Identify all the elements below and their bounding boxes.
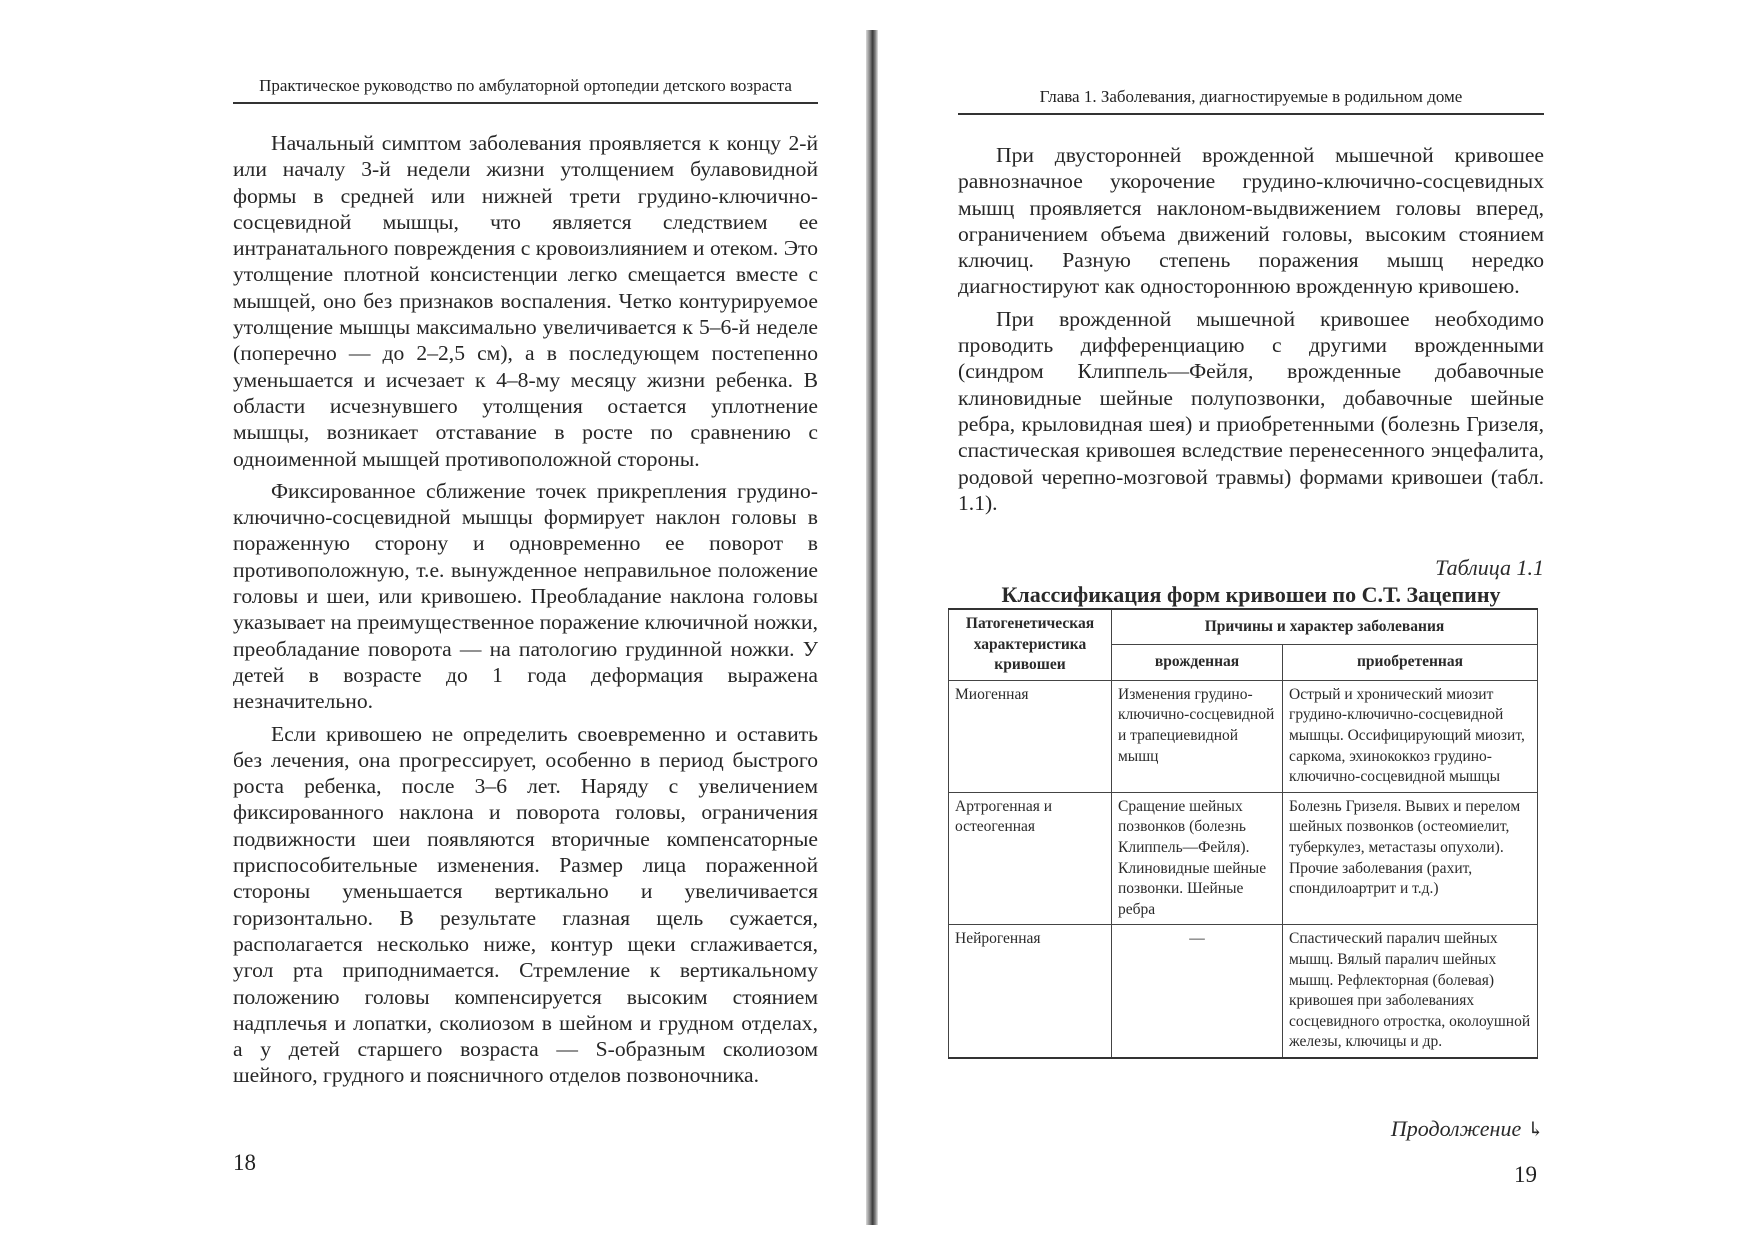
page-number: 18	[233, 1150, 256, 1175]
table-cell-acquired: Болезнь Гризеля. Вывих и перелом шейных позвонков (остеомиелит, туберкулез, метастазы опухоли). Прочие заболевания (рахит, спондилоартрит и т.д.)	[1283, 792, 1538, 925]
body-text	[958, 142, 1544, 522]
table-cell-type: Миогенная	[949, 680, 1112, 792]
table-row	[949, 792, 1538, 925]
table-title: Классификация форм кривошеи по С.Т. Зацепину	[1001, 582, 1501, 607]
table-caption: Таблица 1.1	[1435, 555, 1544, 580]
continuation-arrow-icon: ↳	[1527, 1119, 1544, 1141]
running-head: Практическое руководство по амбулаторной ортопедии детского возраста	[233, 76, 818, 104]
header-pathogenetic: Патогенетическая характеристика кривошеи	[949, 609, 1112, 680]
paragraph: При двусторонней врожденной мышечной кривошее равнозначное укорочение грудино-ключично-сосцевидных мышц проявляется наклоном-выдвижением головы вперед, ограничением объема движений головы, высоким стоянием ключиц. Разную степень поражения мышц нередко диагностируют как одностороннюю врожденную кривошею.	[958, 143, 1544, 299]
header-congenital: врожденная	[1112, 645, 1283, 680]
continuation-note	[1391, 1116, 1544, 1142]
table-cell-acquired: Острый и хронический миозит грудино-ключично-сосцевидной мышцы. Оссифицирующий миозит, саркома, эхинококкоз грудино-ключично-сосцевидной мышцы	[1283, 680, 1538, 792]
paragraph: Если кривошею не определить своевременно и оставить без лечения, она прогрессирует, особенно в период быстрого роста ребенка, после 3–6 лет. Наряду с увеличением фиксированного наклона и поворота головы, ограничения подвижности шеи появляются вторичные компенсаторные приспособительные изменения. Размер лица пораженной стороны уменьшается вертикально и увеличивается горизонтально. В результате глазная щель сужается, располагается несколько ниже, контур щеки сглаживается, угол рта приподнимается. Стремление к вертикальному положению головы компенсируется высоким стоянием надплечья и лопатки, сколиозом в шейном и грудном отделах, а у детей старшего возраста — S-образным сколиозом шейного, грудного и поясничного отделов позвоночника.	[233, 721, 818, 1088]
continuation-label: Продолжение	[1390, 1116, 1522, 1141]
table-cell-congenital: Изменения грудино-ключично-сосцевидной и трапециевидной мышц	[1112, 680, 1283, 792]
running-head: Глава 1. Заболевания, диагностируемые в родильном доме	[958, 87, 1544, 115]
table-row	[949, 925, 1538, 1058]
table-cell-congenital: Сращение шейных позвонков (болезнь Клиппель—Фейля). Клиновидные шейные позвонки. Шейные ребра	[1112, 792, 1283, 925]
table-header-row	[949, 609, 1538, 645]
page-number: 19	[1514, 1162, 1537, 1187]
table-cell-congenital: —	[1112, 925, 1283, 1058]
table-cell-type: Артрогенная и остеогенная	[949, 792, 1112, 925]
table-cell-type: Нейрогенная	[949, 925, 1112, 1058]
paragraph: Начальный симптом заболевания проявляется к концу 2-й или началу 3-й недели жизни утолщением булавовидной формы в средней или нижней трети грудино-ключично-сосцевидной мышцы, что является следствием ее интранатального повреждения с кровоизлиянием и отеком. Это утолщение плотной консистенции легко смещается вместе с мышцей, оно без признаков воспаления. Четко контурируемое утолщение мышцы максимально увеличивается к 5–6-й неделе (поперечно — до 2–2,5 см), а в последующем постепенно уменьшается и исчезает к 4–8-му месяцу жизни ребенка. В области исчезнувшего утолщения остается уплотнение мышцы, возникает отставание в росте по сравнению с одноименной мышцей противоположной стороны.	[233, 131, 818, 471]
body-text	[233, 130, 818, 1095]
table-cell-acquired: Спастический паралич шейных мышц. Вялый паралич шейных мышц. Рефлекторная (болевая) кривошея при заболеваниях сосцевидного отростка, околоушной железы, ключицы и др.	[1283, 925, 1538, 1058]
classification-table	[948, 608, 1538, 1059]
paragraph: При врожденной мышечной кривошее необходимо проводить дифференциацию с другими врожденными (синдром Клиппель—Фейля, врожденные добавочные клиновидные шейные полупозвонки, добавочные шейные ребра, крыловидная шея) и приобретенными (болезнь Гризеля, спастическая кривошея вследствие перенесенного энцефалита, родовой черепно-мозговой травмы) формами кривошеи (табл. 1.1).	[958, 306, 1544, 515]
header-acquired: приобретенная	[1283, 645, 1538, 680]
table-row	[949, 680, 1538, 792]
paragraph: Фиксированное сближение точек прикрепления грудино-ключично-сосцевидной мышцы формирует наклон головы в пораженную сторону и одновременно ее поворот в противоположную, т.е. вынужденное неправильное положение головы и шеи, или кривошею. Преобладание наклона головы указывает на преимущественное поражение ключичной ножки, преобладание поворота — на патологию грудинной ножки. У детей в возрасте до 1 года деформация выражена незначительно.	[233, 478, 818, 714]
left-page	[0, 0, 870, 1240]
header-causes: Причины и характер заболевания	[1112, 609, 1538, 645]
book-spine	[866, 30, 878, 1225]
